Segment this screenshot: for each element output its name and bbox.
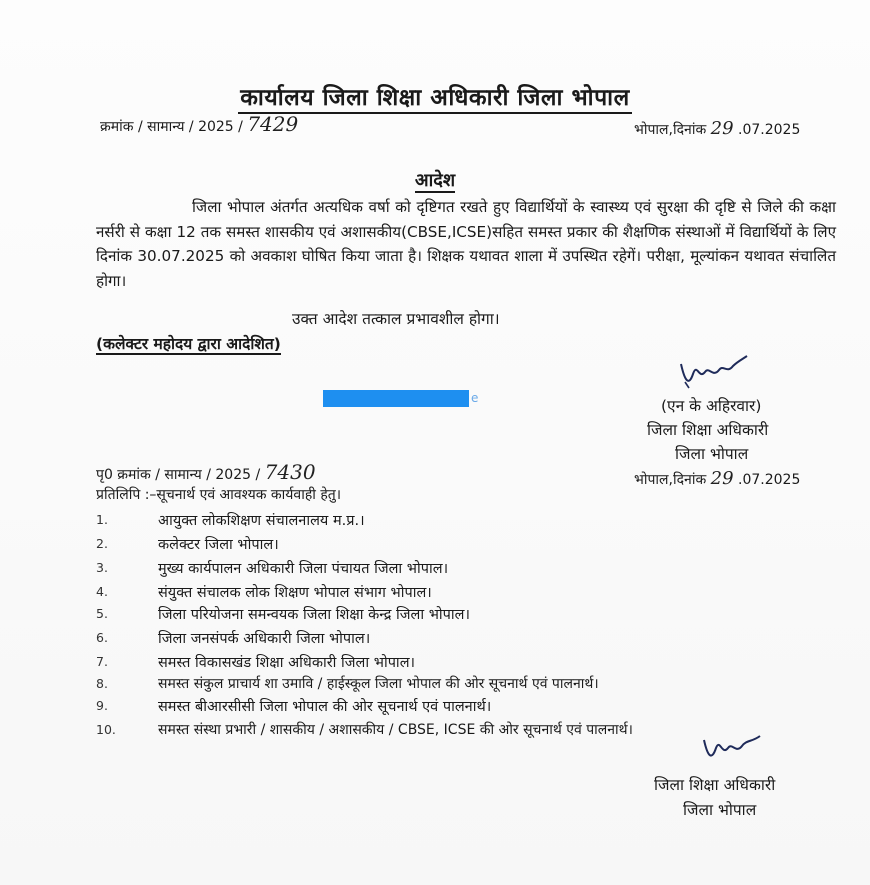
redaction-bar: [323, 390, 469, 407]
document-page: कार्यालय जिला शिक्षा अधिकारी जिला भोपाल क्रमांक / सामान्य / 2025 / 7429 भोपाल,दिनांक 29 .07.2025 आदेश जिला भोपाल अंतर्गत अत्यधिक वर्षा को दृष्टिगत रखते हुए विद्यार्थियों के स्वास्थ्य एवं सुरक्षा की दृष्टि से जिले की कक्षा नर्सरी से कक्षा 12 तक समस्त शासकीय एवं अशासकीय(CBSE,ICSE)सहित समस्त प्रकार की शैक्षणिक संस्थाओं में विद्यार्थियों के लिए दिनांक 30.07.2025 को अवकाश घोषित किया जाता है। शिक्षक यथावत शाला में उपस्थित रहेगें। परीक्षा, मूल्यांकन यथावत संचालित होगा। उक्त आदेश तत्काल प्रभावशील होगा। (कलेक्टर महोदय द्वारा आदेशित) e (एन के अहिरवार) जिला शिक्षा अधिकारी जिला भोपाल पृ0 क्रमांक / सामान्य / 2025 / 7430 भोपाल,दिनांक 29 .07.2025 प्रतिलिपि :–सूचनार्थ एवं आवश्यक कार्यवाही हेतु। 1. आयुक्त लोकशिक्षण संचालनालय म.प्र.। 2. कलेक्टर जिला भोपाल। 3. मुख्य कार्यपालन अधिकारी जिला पंचायत जिला भोपाल। 4. संयुक्त संचालक लोक शिक्षण भोपाल संभाग भोपाल। 5. जिला परियोजना समन्वयक जिला शिक्षा केन्द्र जिला भोपाल। 6. जिला जनसंपर्क अधिकारी जिला भोपाल। 7. समस्त विकासखंड शिक्षा अधिकारी जिला भोपाल। 8. समस्त संकुल प्राचार्य शा उमावि / हाईस्कूल जिला भोपाल की ओर सूचनार्थ एवं पालनार्थ। 9. समस्त बीआरसीसी जिला भोपाल की ओर सूचनार्थ एवं पालनार्थ। 10. समस्त संस्था प्रभारी / शासकीय / अशासकीय / CBSE, ICSE की ओर सूचनार्थ एवं पालनार्थ। जिला शिक्षा अधिकारी जिला भोपाल: [0, 0, 870, 885]
signatory2-district: जिला भोपाल: [683, 801, 757, 819]
copy-ref-number-handwritten: 7430: [264, 460, 316, 484]
signatory-district: जिला भोपाल: [675, 445, 749, 463]
copy-date-day-handwritten: 29: [710, 468, 734, 489]
copy-date-prefix: भोपाल,दिनांक: [634, 472, 707, 488]
redaction-tail: e: [471, 391, 479, 405]
copy-date-rest: .07.2025: [738, 472, 801, 488]
signatory2-designation: जिला शिक्षा अधिकारी: [654, 776, 776, 794]
signature-mark: [675, 352, 755, 392]
signatory-designation: जिला शिक्षा अधिकारी: [647, 421, 769, 439]
cc-line: प्रतिलिपि :–सूचनार्थ एवं आवश्यक कार्यवाही हेतु।: [96, 487, 342, 503]
ref-prefix: क्रमांक / सामान्य / 2025 /: [100, 119, 243, 135]
date-day-handwritten: 29: [710, 118, 734, 139]
order-body: जिला भोपाल अंतर्गत अत्यधिक वर्षा को दृष्टिगत रखते हुए विद्यार्थियों के स्वास्थ्य एवं सुरक्षा की दृष्टि से जिले की कक्षा नर्सरी से कक्षा 12 तक समस्त शासकीय एवं अशासकीय(CBSE,ICSE)सहित समस्त प्रकार की शैक्षणिक संस्थाओं में विद्यार्थियों के लिए दिनांक 30.07.2025 को अवकाश घोषित किया जाता है। शिक्षक यथावत शाला में उपस्थित रहेगें। परीक्षा, मूल्यांकन यथावत संचालित होगा।: [96, 198, 836, 290]
ref-line: [100, 112, 298, 136]
order-heading: आदेश: [414, 170, 456, 191]
signature-mark-2: [700, 732, 764, 766]
date-line: [634, 118, 800, 139]
copy-date-line: [634, 468, 800, 489]
effective-line: उक्त आदेश तत्काल प्रभावशील होगा।: [292, 310, 500, 328]
copy-ref-prefix: पृ0 क्रमांक / सामान्य / 2025 /: [96, 467, 261, 483]
office-title: कार्यालय जिला शिक्षा अधिकारी जिला भोपाल: [0, 80, 870, 112]
signatory-name: (एन के अहिरवार): [661, 397, 762, 415]
authority-line: (कलेक्टर महोदय द्वारा आदेशित): [96, 335, 281, 353]
ref-number-handwritten: 7429: [247, 112, 299, 136]
date-prefix: भोपाल,दिनांक: [634, 122, 707, 138]
date-rest: .07.2025: [738, 122, 801, 138]
copy-ref-line: [96, 460, 316, 484]
